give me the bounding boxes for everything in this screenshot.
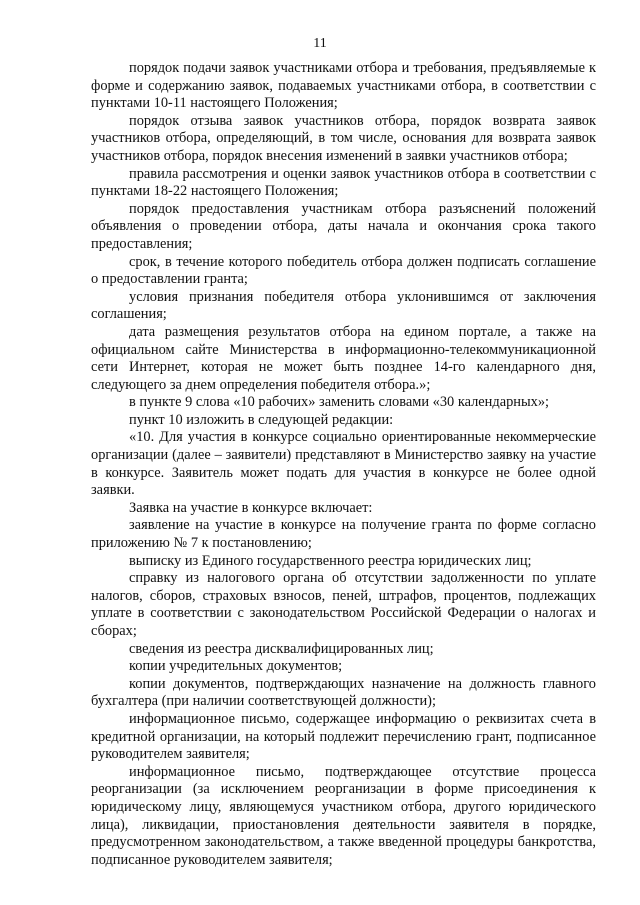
paragraph: справку из налогового органа об отсутствии задолженности по уплате налогов, сборов, страховых взносов, пеней, штрафов, процентов, подлежащих уплате в соответствии с законодательством Российской Федерации о налогах и сборах; xyxy=(91,570,596,639)
paragraph: в пункте 9 слова «10 рабочих» заменить словами «30 календарных»; xyxy=(129,394,550,411)
document-body xyxy=(91,60,596,869)
paragraph: Заявка на участие в конкурсе включает: xyxy=(129,499,373,516)
paragraph: пункт 10 изложить в следующей редакции: xyxy=(129,411,394,428)
paragraph: копии документов, подтверждающих назначение на должность главного бухгалтера (при наличии соответствующей должности); xyxy=(91,675,596,710)
paragraph: выписку из Единого государственного реестра юридических лиц; xyxy=(129,552,532,569)
paragraph: порядок предоставления участникам отбора разъяснений положений объявления о проведении отбора, даты начала и окончания срока такого предоставления; xyxy=(91,200,596,252)
paragraph: порядок отзыва заявок участников отбора, порядок возврата заявок участников отбора, определяющий, в том числе, основания для возврата заявок участников отбора, порядок внесения изменений в заявки участников отбора; xyxy=(91,112,596,164)
paragraph: срок, в течение которого победитель отбора должен подписать соглашение о предоставлении гранта; xyxy=(91,253,596,288)
paragraph: правила рассмотрения и оценки заявок участников отбора в соответствии с пунктами 18-22 настоящего Положения; xyxy=(91,165,596,200)
paragraph: копии учредительных документов; xyxy=(129,658,343,675)
page-number: 11 xyxy=(313,36,327,51)
paragraph: заявление на участие в конкурсе на получение гранта по форме согласно приложению № 7 к постановлению; xyxy=(91,517,596,552)
paragraph: сведения из реестра дисквалифицированных лиц; xyxy=(129,640,434,657)
paragraph: информационное письмо, содержащее информацию о реквизитах счета в кредитной организации, на который подлежит перечислению грант, подписанное руководителем заявителя; xyxy=(91,710,596,763)
paragraph: порядок подачи заявок участниками отбора и требования, предъявляемые к форме и содержанию заявок, подаваемых участниками отбора, в соответствии с пунктами 10-11 настоящего Положения; xyxy=(91,60,596,112)
paragraph: информационное письмо, подтверждающее отсутствие процесса реорганизации (за исключением реорганизации в форме присоединения к юридическому лицу, являющемуся участником отбора, другого юридического лица), ликвидации, приостановления деятельности заявителя в порядке, предусмотренном законодательством, а также введенной процедуры банкротства, подписанное руководителем заявителя; xyxy=(91,763,596,868)
paragraph: дата размещения результатов отбора на едином портале, а также на официальном сайте Министерства в информационно-телекоммуникационной сети Интернет, которая не может быть позднее 14-го календарного дня, следующего за днем определения победителя отбора.»; xyxy=(91,323,596,393)
paragraph: условия признания победителя отбора уклонившимся от заключения соглашения; xyxy=(91,288,596,323)
paragraph: «10. Для участия в конкурсе социально ориентированные некоммерческие организации (далее – заявители) представляют в Министерство заявку на участие в конкурсе. Заявитель может подать для участия в конкурсе не более одной заявки. xyxy=(91,429,596,499)
